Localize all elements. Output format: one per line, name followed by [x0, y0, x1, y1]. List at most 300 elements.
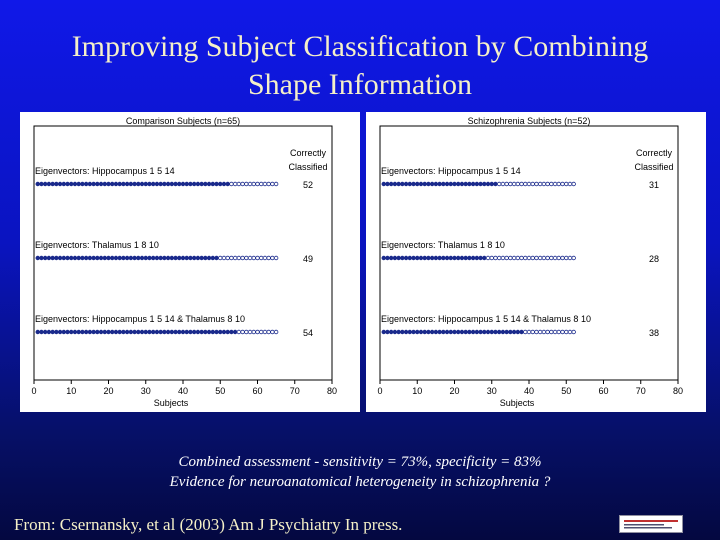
x-tick-label: 10	[412, 386, 423, 396]
misclassified-subject-point	[557, 330, 561, 334]
misclassified-subject-point	[233, 182, 237, 186]
misclassified-subject-point	[267, 182, 271, 186]
misclassified-subject-point	[259, 330, 263, 334]
correct-subject-point	[222, 330, 226, 334]
row-label: Eigenvectors: Hippocampus 1 5 14 & Thalamus 8 10	[35, 314, 245, 324]
correct-subject-point	[144, 256, 148, 260]
correct-subject-point	[415, 182, 419, 186]
correct-subject-point	[430, 256, 434, 260]
misclassified-subject-point	[274, 330, 278, 334]
x-tick-label: 80	[326, 386, 338, 396]
misclassified-subject-point	[256, 256, 260, 260]
correct-subject-point	[397, 182, 401, 186]
correct-subject-point	[84, 256, 88, 260]
institution-logo-graphic	[620, 516, 682, 532]
correct-subject-point	[118, 256, 122, 260]
misclassified-subject-point	[512, 182, 516, 186]
correct-subject-point	[185, 256, 189, 260]
schizophrenia-subjects-chart	[366, 112, 706, 412]
misclassified-subject-point	[535, 256, 539, 260]
misclassified-subject-point	[267, 256, 271, 260]
misclassified-subject-point	[245, 256, 249, 260]
correct-subject-point	[103, 182, 107, 186]
correct-subject-point	[393, 256, 397, 260]
misclassified-subject-point	[512, 256, 516, 260]
misclassified-subject-point	[248, 182, 252, 186]
correct-subject-point	[125, 182, 129, 186]
correct-subject-point	[468, 256, 472, 260]
correct-subject-point	[103, 330, 107, 334]
correct-subject-point	[404, 256, 408, 260]
correct-subject-point	[185, 330, 189, 334]
correct-subject-point	[96, 256, 100, 260]
misclassified-subject-point	[516, 256, 520, 260]
correct-subject-point	[62, 330, 66, 334]
misclassified-subject-point	[550, 330, 554, 334]
correct-subject-point	[419, 182, 423, 186]
correct-subject-point	[137, 330, 141, 334]
correct-subject-point	[382, 256, 386, 260]
correct-subject-point	[215, 182, 219, 186]
correct-count-label: 28	[648, 254, 660, 264]
correct-subject-point	[133, 330, 137, 334]
chart-panel-schizophrenia	[366, 112, 706, 412]
correct-subject-point	[483, 182, 487, 186]
correct-subject-point	[438, 330, 442, 334]
comparison-subjects-chart	[20, 112, 360, 412]
correct-subject-point	[62, 182, 66, 186]
correct-subject-point	[207, 182, 211, 186]
correct-subject-point	[442, 182, 446, 186]
misclassified-subject-point	[259, 256, 263, 260]
chart-title: Schizophrenia Subjects (n=52)	[467, 116, 591, 126]
misclassified-subject-point	[237, 182, 241, 186]
misclassified-subject-point	[550, 182, 554, 186]
misclassified-subject-point	[561, 182, 565, 186]
correct-subject-point	[401, 182, 405, 186]
correct-subject-point	[159, 182, 163, 186]
correct-subject-point	[408, 182, 412, 186]
correct-subject-point	[73, 256, 77, 260]
correct-subject-point	[196, 182, 200, 186]
misclassified-subject-point	[256, 330, 260, 334]
correct-subject-point	[92, 330, 96, 334]
correct-subject-point	[207, 256, 211, 260]
correct-subject-point	[218, 330, 222, 334]
misclassified-subject-point	[497, 182, 501, 186]
x-tick-label: 80	[672, 386, 684, 396]
correct-subject-point	[40, 182, 44, 186]
correct-subject-point	[170, 256, 174, 260]
correct-subject-point	[393, 182, 397, 186]
x-tick-label: 70	[289, 386, 300, 396]
correct-subject-point	[200, 330, 204, 334]
correct-subject-point	[207, 330, 211, 334]
correct-subject-point	[460, 330, 464, 334]
correct-subject-point	[386, 182, 390, 186]
misclassified-subject-point	[497, 256, 501, 260]
correct-subject-point	[189, 182, 193, 186]
correct-subject-point	[434, 182, 438, 186]
correct-subject-point	[181, 256, 185, 260]
correct-subject-point	[471, 330, 475, 334]
correct-subject-point	[129, 182, 133, 186]
correct-subject-point	[36, 330, 40, 334]
misclassified-subject-point	[520, 182, 524, 186]
correct-subject-point	[110, 330, 114, 334]
correct-subject-point	[125, 256, 129, 260]
correct-subject-point	[200, 256, 204, 260]
correct-subject-point	[163, 330, 167, 334]
misclassified-subject-point	[245, 330, 249, 334]
correct-subject-point	[192, 256, 196, 260]
x-tick-label: 40	[523, 386, 535, 396]
slide-title	[0, 28, 720, 104]
correct-subject-point	[92, 182, 96, 186]
correct-subject-point	[427, 182, 431, 186]
caption-line-2: Evidence for neuroanatomical heterogeneity in schizophrenia ?	[169, 474, 551, 490]
correct-subject-point	[122, 182, 126, 186]
correct-subject-point	[148, 330, 152, 334]
misclassified-subject-point	[509, 256, 513, 260]
correct-subject-point	[415, 256, 419, 260]
correct-subject-point	[434, 330, 438, 334]
correct-subject-point	[174, 256, 178, 260]
correct-subject-point	[415, 330, 419, 334]
misclassified-subject-point	[572, 256, 576, 260]
correct-subject-point	[114, 182, 118, 186]
caption-line-1: Combined assessment - sensitivity = 73%, specificity = 83%	[178, 454, 542, 470]
correct-subject-point	[166, 256, 170, 260]
correct-subject-point	[475, 256, 479, 260]
misclassified-subject-point	[542, 330, 546, 334]
correct-subject-point	[107, 330, 111, 334]
correct-subject-point	[494, 182, 498, 186]
misclassified-subject-point	[568, 256, 572, 260]
correct-subject-point	[430, 330, 434, 334]
correct-subject-point	[215, 256, 219, 260]
misclassified-subject-point	[233, 256, 237, 260]
correct-subject-point	[192, 182, 196, 186]
misclassified-subject-point	[520, 256, 524, 260]
correct-subject-point	[382, 330, 386, 334]
misclassified-subject-point	[546, 256, 550, 260]
misclassified-subject-point	[531, 256, 535, 260]
correct-subject-point	[47, 256, 51, 260]
correct-subject-point	[73, 182, 77, 186]
correct-subject-point	[58, 182, 62, 186]
correct-subject-point	[55, 330, 59, 334]
misclassified-subject-point	[248, 256, 252, 260]
correct-subject-point	[423, 330, 427, 334]
misclassified-subject-point	[271, 330, 275, 334]
misclassified-subject-point	[271, 182, 275, 186]
correct-subject-point	[58, 256, 62, 260]
correct-subject-point	[479, 330, 483, 334]
correct-subject-point	[501, 330, 505, 334]
correct-subject-point	[464, 330, 468, 334]
x-tick-label: 60	[598, 386, 609, 396]
correct-subject-point	[196, 330, 200, 334]
misclassified-subject-point	[501, 182, 505, 186]
correct-subject-point	[218, 182, 222, 186]
misclassified-subject-point	[561, 256, 565, 260]
misclassified-subject-point	[237, 256, 241, 260]
correct-subject-point	[475, 182, 479, 186]
misclassified-subject-point	[256, 182, 260, 186]
correct-subject-point	[456, 182, 460, 186]
correct-subject-point	[516, 330, 520, 334]
correct-subject-point	[509, 330, 513, 334]
correct-subject-point	[471, 256, 475, 260]
misclassified-subject-point	[564, 256, 568, 260]
correct-subject-point	[497, 330, 501, 334]
correct-subject-point	[456, 256, 460, 260]
correct-subject-point	[475, 330, 479, 334]
correct-subject-point	[412, 256, 416, 260]
correct-subject-point	[445, 256, 449, 260]
misclassified-subject-point	[561, 330, 565, 334]
correct-subject-point	[51, 182, 55, 186]
correct-subject-point	[107, 182, 111, 186]
correct-subject-point	[389, 256, 393, 260]
correct-subject-point	[40, 256, 44, 260]
correct-subject-point	[84, 182, 88, 186]
correct-subject-point	[486, 330, 490, 334]
row-label: Eigenvectors: Thalamus 1 8 10	[381, 240, 505, 250]
correct-subject-point	[151, 330, 155, 334]
correct-subject-point	[397, 256, 401, 260]
correct-subject-point	[486, 182, 490, 186]
row-label: Eigenvectors: Thalamus 1 8 10	[35, 240, 159, 250]
misclassified-subject-point	[271, 256, 275, 260]
correct-subject-point	[69, 256, 73, 260]
correct-count-label: 54	[302, 328, 314, 338]
correct-subject-point	[170, 330, 174, 334]
correct-subject-point	[382, 182, 386, 186]
misclassified-subject-point	[274, 256, 278, 260]
correct-subject-point	[445, 182, 449, 186]
misclassified-subject-point	[572, 330, 576, 334]
misclassified-subject-point	[535, 182, 539, 186]
chart-title: Comparison Subjects (n=65)	[125, 116, 241, 126]
correct-subject-point	[155, 182, 159, 186]
correct-subject-point	[110, 256, 114, 260]
correct-subject-point	[144, 330, 148, 334]
misclassified-subject-point	[237, 330, 241, 334]
correct-count-label: 31	[648, 180, 660, 190]
x-tick-label: 50	[561, 386, 572, 396]
x-tick-label: 10	[66, 386, 77, 396]
correct-subject-point	[110, 182, 114, 186]
correct-subject-point	[88, 330, 92, 334]
correct-subject-point	[96, 182, 100, 186]
correct-subject-point	[99, 330, 103, 334]
correct-subject-point	[58, 330, 62, 334]
misclassified-subject-point	[241, 256, 245, 260]
correct-subject-point	[69, 182, 73, 186]
correct-subject-point	[211, 330, 215, 334]
citation: From: Csernansky, et al (2003) Am J Psychiatry In press.	[14, 515, 403, 534]
correct-subject-point	[66, 330, 70, 334]
correct-subject-point	[389, 182, 393, 186]
misclassified-subject-point	[252, 330, 256, 334]
misclassified-subject-point	[527, 330, 531, 334]
correct-subject-point	[453, 256, 457, 260]
misclassified-subject-point	[523, 256, 527, 260]
correct-subject-point	[51, 256, 55, 260]
correct-subject-point	[155, 256, 159, 260]
correct-subject-point	[419, 256, 423, 260]
correct-subject-point	[77, 182, 81, 186]
correct-subject-point	[460, 256, 464, 260]
slide-title-line-1: Improving Subject Classification by Combining	[71, 30, 649, 63]
correct-subject-point	[55, 256, 59, 260]
correct-count-label: 38	[648, 328, 660, 338]
correct-subject-point	[99, 256, 103, 260]
misclassified-subject-point	[226, 256, 230, 260]
correct-subject-point	[163, 256, 167, 260]
correct-subject-point	[512, 330, 516, 334]
correct-subject-point	[144, 182, 148, 186]
x-tick-label: 0	[377, 386, 383, 396]
misclassified-subject-point	[546, 330, 550, 334]
misclassified-subject-point	[490, 256, 494, 260]
misclassified-subject-point	[535, 330, 539, 334]
misclassified-subject-point	[267, 330, 271, 334]
x-tick-label: 30	[140, 386, 151, 396]
correct-subject-point	[226, 182, 230, 186]
plot-frame	[380, 126, 678, 380]
correct-subject-point	[185, 182, 189, 186]
misclassified-subject-point	[550, 256, 554, 260]
misclassified-subject-point	[531, 182, 535, 186]
correct-subject-point	[449, 256, 453, 260]
misclassified-subject-point	[501, 256, 505, 260]
correct-subject-point	[427, 256, 431, 260]
correct-subject-point	[36, 182, 40, 186]
correct-subject-point	[92, 256, 96, 260]
correct-subject-point	[118, 330, 122, 334]
correct-subject-point	[468, 182, 472, 186]
correct-subject-point	[427, 330, 431, 334]
correct-subject-point	[204, 256, 208, 260]
correct-subject-point	[386, 256, 390, 260]
correct-subject-point	[47, 330, 51, 334]
misclassified-subject-point	[531, 330, 535, 334]
x-axis-label: Subjects	[499, 398, 535, 408]
misclassified-subject-point	[557, 256, 561, 260]
correct-subject-point	[430, 182, 434, 186]
correct-subject-point	[174, 182, 178, 186]
correct-subject-point	[166, 330, 170, 334]
correct-subject-point	[140, 182, 144, 186]
correct-subject-point	[81, 256, 85, 260]
misclassified-subject-point	[218, 256, 222, 260]
correct-subject-point	[151, 256, 155, 260]
correct-subject-point	[189, 330, 193, 334]
correct-subject-point	[129, 330, 133, 334]
correct-subject-point	[122, 330, 126, 334]
correct-subject-point	[196, 256, 200, 260]
misclassified-subject-point	[538, 256, 542, 260]
row-label: Eigenvectors: Hippocampus 1 5 14	[381, 166, 521, 176]
correct-subject-point	[483, 256, 487, 260]
misclassified-subject-point	[542, 256, 546, 260]
correct-subject-point	[204, 182, 208, 186]
correct-subject-point	[438, 182, 442, 186]
correct-subject-point	[43, 182, 47, 186]
slide-title-line-2: Shape Information	[247, 68, 473, 101]
correct-subject-point	[174, 330, 178, 334]
correct-subject-point	[155, 330, 159, 334]
correct-subject-point	[84, 330, 88, 334]
correct-subject-point	[233, 330, 237, 334]
institution-logo	[619, 515, 683, 533]
correct-subject-point	[505, 330, 509, 334]
correct-subject-point	[122, 256, 126, 260]
correct-subject-point	[36, 256, 40, 260]
column-header-line-2: Classified	[288, 162, 328, 172]
misclassified-subject-point	[241, 330, 245, 334]
correct-subject-point	[226, 330, 230, 334]
misclassified-subject-point	[523, 330, 527, 334]
x-tick-label: 20	[103, 386, 114, 396]
correct-subject-point	[114, 330, 118, 334]
misclassified-subject-point	[230, 256, 234, 260]
correct-subject-point	[107, 256, 111, 260]
correct-subject-point	[47, 182, 51, 186]
correct-subject-point	[118, 182, 122, 186]
correct-subject-point	[51, 330, 55, 334]
correct-subject-point	[62, 256, 66, 260]
correct-subject-point	[181, 330, 185, 334]
correct-subject-point	[404, 182, 408, 186]
misclassified-subject-point	[245, 182, 249, 186]
correct-subject-point	[69, 330, 73, 334]
correct-subject-point	[189, 256, 193, 260]
misclassified-subject-point	[564, 330, 568, 334]
correct-subject-point	[494, 330, 498, 334]
correct-count-label: 49	[302, 254, 314, 264]
correct-subject-point	[222, 182, 226, 186]
misclassified-subject-point	[486, 256, 490, 260]
correct-subject-point	[479, 182, 483, 186]
chart-panel-comparison	[20, 112, 360, 412]
misclassified-subject-point	[263, 182, 267, 186]
correct-subject-point	[81, 182, 85, 186]
correct-subject-point	[159, 330, 163, 334]
misclassified-subject-point	[505, 256, 509, 260]
correct-subject-point	[230, 330, 234, 334]
x-tick-label: 40	[177, 386, 189, 396]
correct-subject-point	[200, 182, 204, 186]
misclassified-subject-point	[494, 256, 498, 260]
misclassified-subject-point	[509, 182, 513, 186]
misclassified-subject-point	[248, 330, 252, 334]
correct-count-label: 52	[302, 180, 314, 190]
misclassified-subject-point	[252, 182, 256, 186]
misclassified-subject-point	[542, 182, 546, 186]
correct-subject-point	[140, 330, 144, 334]
correct-subject-point	[453, 330, 457, 334]
x-tick-label: 50	[215, 386, 226, 396]
correct-subject-point	[453, 182, 457, 186]
correct-subject-point	[88, 182, 92, 186]
correct-subject-point	[148, 182, 152, 186]
correct-subject-point	[137, 256, 141, 260]
column-header-line-2: Classified	[634, 162, 674, 172]
